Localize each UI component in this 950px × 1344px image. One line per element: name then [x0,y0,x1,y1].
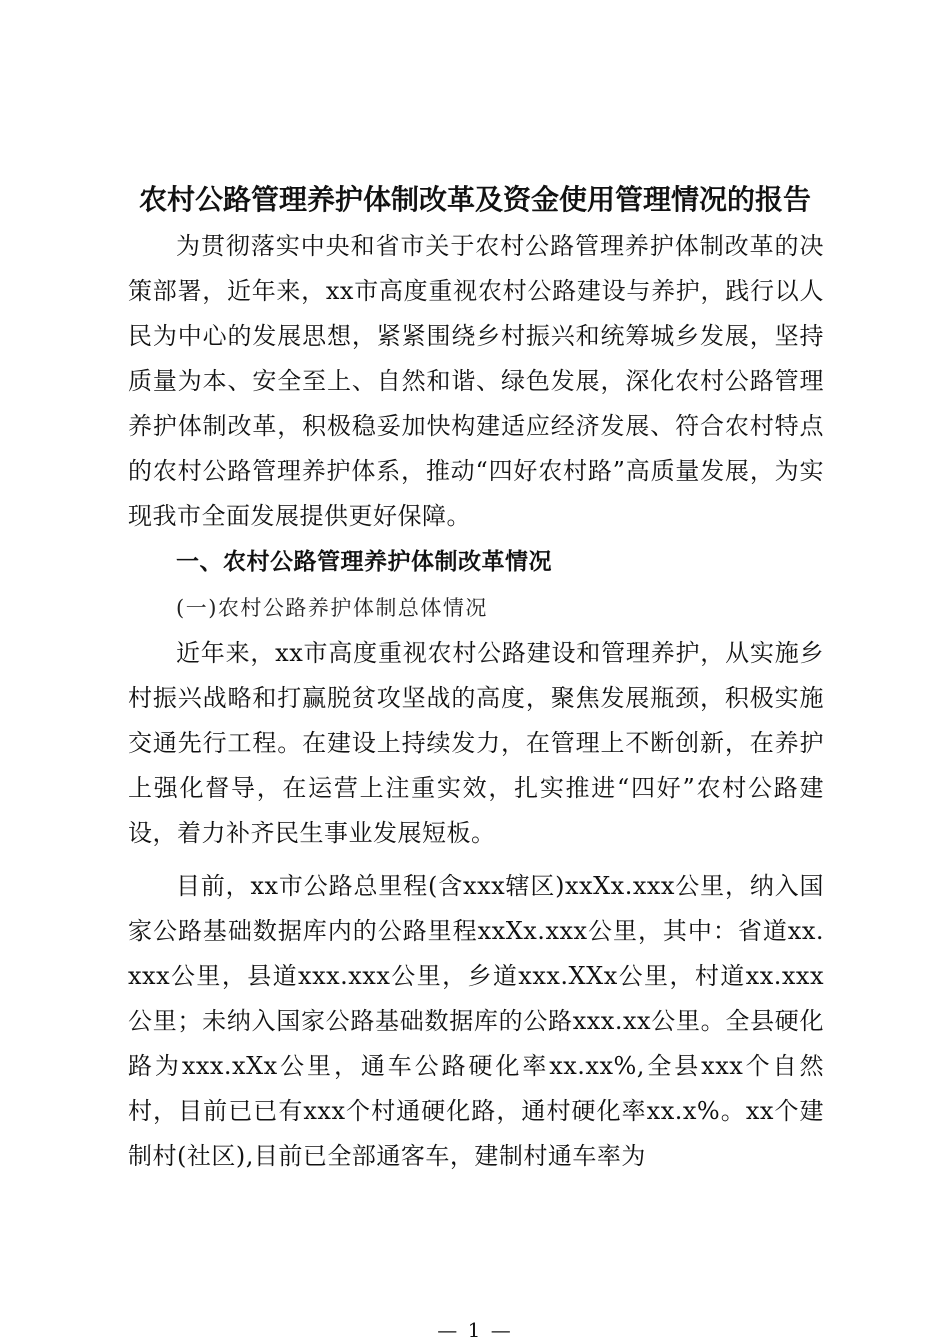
body-paragraph: 近年来，xx市高度重视农村公路建设和管理养护，从实施乡村振兴战略和打赢脱贫攻坚战的高度，聚焦发展瓶颈，积极实施交通先行工程。在建设上持续发力，在管理上不断创新，在养护上强化督导，在运营上注重实效，扎实推进“四好”农村公路建设，着力补齐民生事业发展短板。 [128,639,824,847]
section-heading: 一、农村公路管理养护体制改革情况 [176,549,552,575]
document-title: 农村公路管理养护体制改革及资金使用管理情况的报告 [138,183,811,216]
body-paragraph: 目前，xx市公路总里程(含xxx辖区)xxXx.xxx公里，纳入国家公路基础数据库内的公路里程xxXx.xxx公里，其中：省道xx.xxx公里，县道xxx.xxx公里，乡道xxx.XXx公里，村道xx.xxx公里；未纳入国家公路基础数据库的公路xxx.xx公里。全县硬化路为xxx.xXx公里，通车公路硬化率xx.xx%,全县xxx个自然村，目前已已有xxx个村通硬化路，通村硬化率xx.x%。xx个建制村(社区),目前已全部通客车，建制村通车率为 [128,872,824,1170]
intro-paragraph: 为贯彻落实中央和省市关于农村公路管理养护体制改革的决策部署，近年来，xx市高度重视农村公路建设与养护，践行以人民为中心的发展思想，紧紧围绕乡村振兴和统筹城乡发展，坚持质量为本、安全至上、自然和谐、绿色发展，深化农村公路管理养护体制改革，积极稳妥加快构建适应经济发展、符合农村特点的农村公路管理养护体系，推动“四好农村路”高质量发展，为实现我市全面发展提供更好保障。 [128,232,824,530]
document-body [128,224,824,1179]
page-number: — 1 — [437,1318,513,1342]
paragraph-spacer [128,856,824,864]
subsection-heading: (一)农村公路养护体制总体情况 [176,596,488,620]
